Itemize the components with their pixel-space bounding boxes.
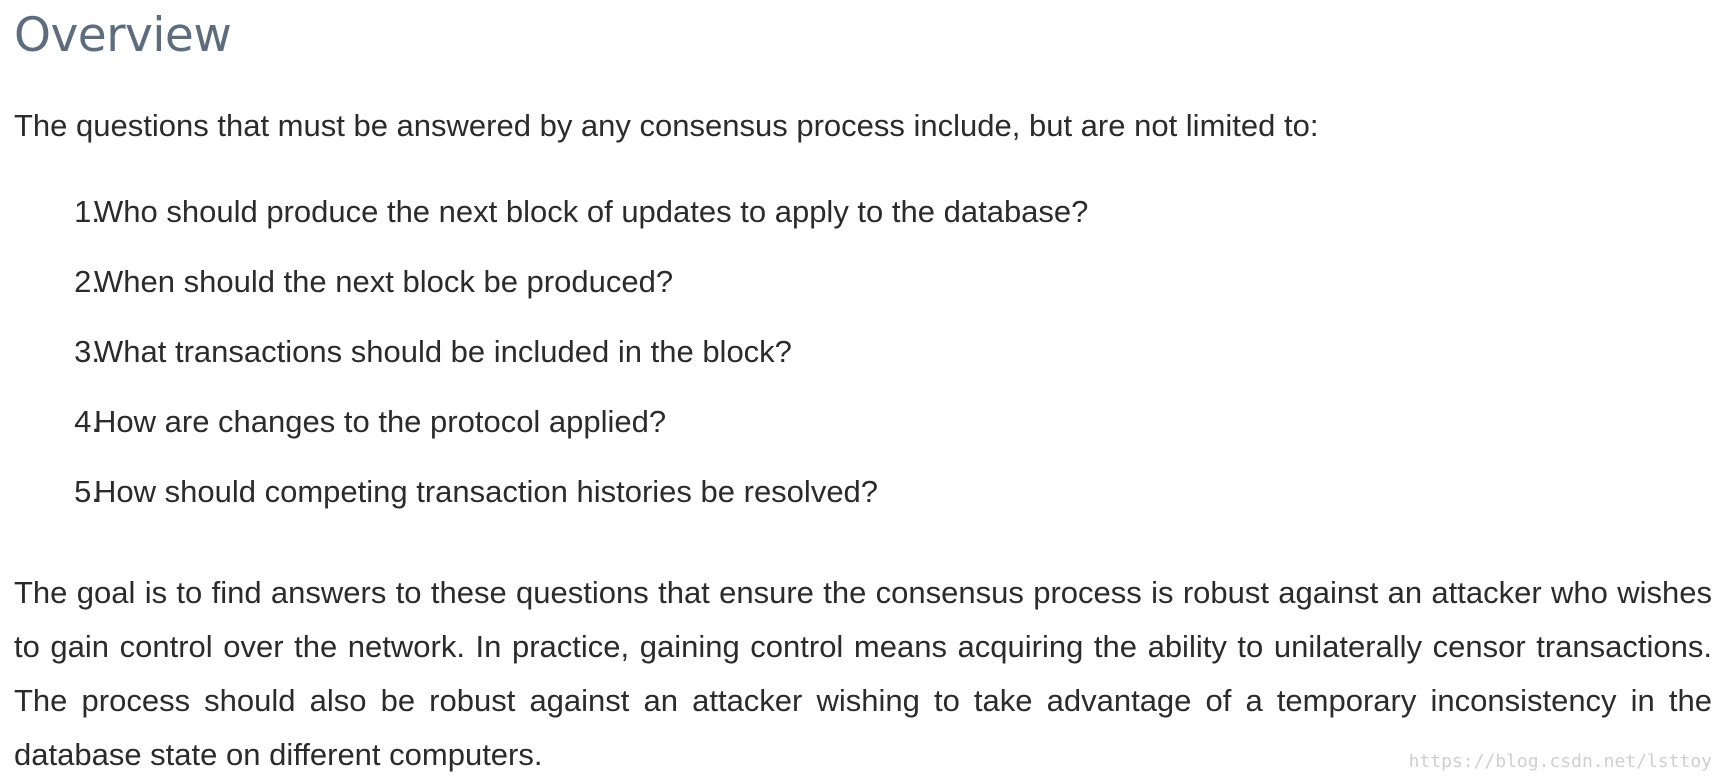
list-item-number: 4. (74, 404, 100, 439)
intro-paragraph: The questions that must be answered by any consensus process include, but are not limited to: (14, 108, 1319, 143)
list-item-number: 1. (74, 194, 100, 229)
goal-paragraph: The goal is to find answers to these questions that ensure the consensus process is robust against an attacker who wishes to gain control over the network. In practice, gaining control means acquiring the ability to unilaterally censor transactions. The process should also be robust against an attacker wishing to take advantage of a temporary inconsistency in the database state on different computers. (14, 575, 1712, 772)
list-item-number: 5. (74, 474, 100, 509)
list-item-text: When should the next block be produced? (94, 264, 674, 299)
list-item-text: Who should produce the next block of updates to apply to the database? (94, 194, 1089, 229)
list-item-text: What transactions should be included in the block? (94, 334, 792, 369)
list-item-number: 3. (74, 334, 100, 369)
section-title: Overview (14, 8, 232, 63)
watermark-url: https://blog.csdn.net/lsttoy (1408, 751, 1712, 772)
list-item-text: How should competing transaction histories be resolved? (94, 474, 879, 509)
list-item-number: 2. (74, 264, 100, 299)
list-item-text: How are changes to the protocol applied? (94, 404, 667, 439)
